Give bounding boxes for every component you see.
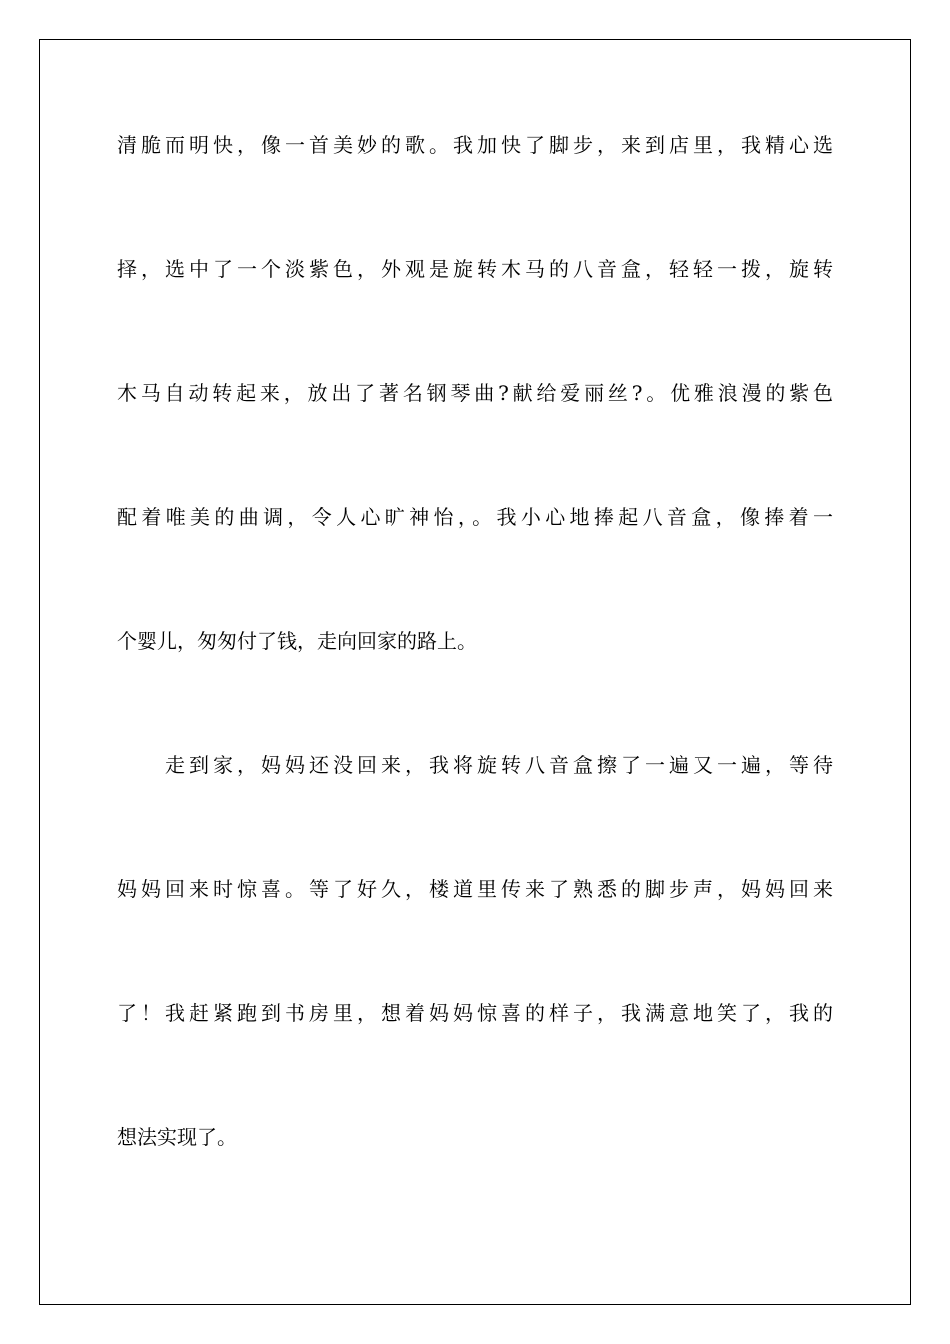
paragraph-line: 个婴儿，匆匆付了钱，走向回家的路上。 (117, 629, 477, 653)
paragraph-line: 了！我赶紧跑到书房里，想着妈妈惊喜的样子，我满意地笑了，我的 (117, 1001, 833, 1025)
paragraph-line: 配着唯美的曲调，令人心旷神怡，。我小心地捧起八音盒，像捧着一 (117, 505, 833, 529)
paragraph-line: 木马自动转起来，放出了著名钢琴曲?献给爱丽丝?。优雅浪漫的紫色 (117, 381, 833, 405)
paragraph-line: 清脆而明快，像一首美妙的歌。我加快了脚步，来到店里，我精心选 (117, 133, 833, 157)
paragraph-line: 择，选中了一个淡紫色，外观是旋转木马的八音盒，轻轻一拨，旋转 (117, 257, 833, 281)
page-border (39, 39, 911, 1305)
paragraph-line: 想法实现了。 (117, 1125, 237, 1149)
paragraph-line: 走到家，妈妈还没回来，我将旋转八音盒擦了一遍又一遍，等待 (165, 753, 833, 777)
paragraph-line: 妈妈回来时惊喜。等了好久，楼道里传来了熟悉的脚步声，妈妈回来 (117, 877, 833, 901)
